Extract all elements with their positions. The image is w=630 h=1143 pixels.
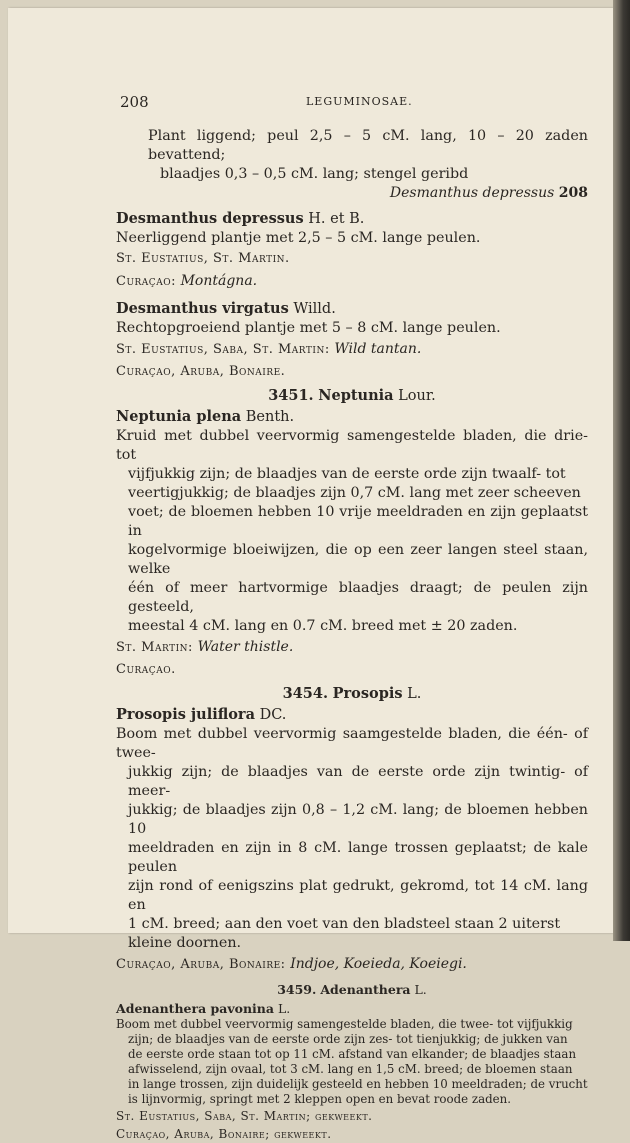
species-author: H. et B. <box>308 211 365 227</box>
species-description: Neerliggend plantje met 2,5 – 5 cM. lange peulen. <box>116 230 481 246</box>
description-line: één of meer hartvormige blaadjes draagt; de peulen zijn gesteeld, <box>128 580 588 615</box>
intro-line: blaadjes 0,3 – 0,5 cM. lang; stengel geribd <box>160 166 469 182</box>
description-text: 20 zaden. <box>447 618 518 634</box>
description-line: kogelvormige bloeiwijzen, die op een zeer langen steel staan, welke <box>128 542 588 577</box>
genus-name: Neptunia <box>318 387 394 404</box>
species-name: Adenanthera pavonina <box>116 1001 274 1016</box>
species-author: Benth. <box>245 409 295 425</box>
description-line: vijfjukkig zijn; de blaadjes van de eerste orde zijn twaalf- tot <box>128 466 566 482</box>
genus-number: 3459. <box>277 982 317 997</box>
species-heading <box>116 1000 588 1017</box>
locality-line: Curaçao, Aruba, Bonaire; gekweekt. <box>116 1127 332 1141</box>
genus-heading <box>116 683 588 705</box>
description-line: afwisselend, zijn ovaal, tot 3 cM. lang en 1,5 cM. breed; de bloemen staan <box>128 1062 573 1076</box>
locality-line <box>116 270 588 293</box>
species-desmanthus-virgatus <box>116 299 588 383</box>
genus-author: Lour. <box>398 388 436 404</box>
genus-heading <box>116 385 588 407</box>
key-reference-name: Desmanthus depressus <box>389 185 555 201</box>
species-name: Neptunia plena <box>116 408 242 425</box>
species-heading <box>116 299 588 319</box>
species-name: Desmanthus virgatus <box>116 300 289 317</box>
description-line: veertigjukkig; de blaadjes zijn 0,7 cM. lang met zeer scheeven <box>128 485 581 501</box>
locality-line: Curaçao, Aruba, Bonaire. <box>116 364 286 379</box>
description-line: jukkig; de blaadjes zijn 0,8 – 1,2 cM. lang; de bloemen hebben 10 <box>128 802 588 837</box>
vernacular-name: Water thistle. <box>197 639 294 655</box>
description-line: zijn; de blaadjes van de eerste orde zijn zes- tot tienjukkig; de jukken van <box>128 1032 568 1046</box>
species-author: Willd. <box>293 301 336 317</box>
locality-line: St. Eustatius, St. Martin. <box>116 251 290 266</box>
description-line: jukkig zijn; de blaadjes van de eerste orde zijn twintig- of meer- <box>128 764 588 799</box>
genus-number: 3451. <box>268 387 314 404</box>
key-reference <box>116 184 588 203</box>
description-line: voet; de bloemen hebben 10 vrije meeldraden en zijn geplaatst in <box>128 504 588 539</box>
genus-adenanthera <box>116 980 588 1143</box>
genus-author: L. <box>407 686 422 702</box>
description-line: meeldraden en zijn in 8 cM. lange trossen geplaatst; de kale peulen <box>128 840 588 875</box>
species-heading <box>116 407 588 427</box>
species-author: DC. <box>259 707 287 723</box>
genus-author: L. <box>414 982 427 997</box>
locality-places: St. Martin: <box>116 640 193 655</box>
species-name: Desmanthus depressus <box>116 210 304 227</box>
species-heading <box>116 705 588 725</box>
genus-prosopis <box>116 683 588 976</box>
page-header <box>116 93 588 115</box>
genus-name: Prosopis <box>332 685 403 702</box>
key-reference-number: 208 <box>558 185 588 201</box>
page-content <box>116 93 588 1143</box>
description-line: kleine doornen. <box>128 935 242 951</box>
species-desmanthus-depressus <box>116 209 588 293</box>
genus-neptunia <box>116 385 588 681</box>
intro-line: Plant liggend; peul 2,5 – 5 cM. lang, 10 – 20 zaden bevattend; <box>148 128 588 163</box>
description-line: de eerste orde staan tot op 11 cM. afstand van elkander; de blaadjes staan <box>128 1047 577 1061</box>
genus-number: 3454. <box>282 685 329 702</box>
locality-line: St. Eustatius, Saba, St. Martin; gekweekt. <box>116 1109 373 1123</box>
description-text: meestal 4 cM. lang en 0.7 cM. breed met <box>128 618 427 634</box>
description-line: is lijnvormig, springt met 2 kleppen open en bevat roode zaden. <box>128 1092 511 1106</box>
book-page <box>8 8 613 1141</box>
locality-places: Curaçao, Aruba, Bonaire: <box>116 957 286 972</box>
locality-line: Curaçao. <box>116 662 176 677</box>
description-line: in lange trossen, zijn duidelijk gesteeld en hebben 10 meeldraden; de vrucht <box>128 1077 588 1091</box>
locality-line <box>116 636 588 659</box>
genus-heading <box>116 980 588 1000</box>
locality-places: Curaçao: <box>116 274 176 289</box>
book-spine-edge <box>613 0 630 941</box>
species-author: L. <box>277 1001 291 1016</box>
plus-minus-symbol: ± <box>430 618 443 634</box>
locality-line <box>116 953 588 976</box>
page-number: 208 <box>120 93 149 111</box>
description-line <box>116 617 588 636</box>
species-heading <box>116 209 588 229</box>
locality-places: St. Eustatius, Saba, St. Martin: <box>116 342 330 357</box>
species-name: Prosopis juliflora <box>116 706 255 723</box>
vernacular-name: Montágna. <box>180 273 258 289</box>
description-line: Boom met dubbel veervormig saamgestelde bladen, die één- of twee- <box>116 726 588 761</box>
description-line: 1 cM. breed; aan den voet van den bladsteel staan 2 uiterst <box>128 916 561 932</box>
intro-block <box>116 127 588 203</box>
description-line: zijn rond of eenigszins plat gedrukt, gekromd, tot 14 cM. lang en <box>128 878 588 913</box>
description-line: Boom met dubbel veervormig samengestelde bladen, die twee- tot vijfjukkig <box>116 1017 573 1031</box>
genus-name: Adenanthera <box>320 982 411 997</box>
species-description: Rechtopgroeiend plantje met 5 – 8 cM. lange peulen. <box>116 320 501 336</box>
running-head: LEGUMINOSAE. <box>306 95 413 108</box>
vernacular-name: Wild tantan. <box>334 341 422 357</box>
description-line: Kruid met dubbel veervormig samengestelde bladen, die drie- tot <box>116 428 588 463</box>
vernacular-name: Indjoe, Koeieda, Koeiegi. <box>290 956 467 972</box>
locality-line <box>116 338 588 361</box>
